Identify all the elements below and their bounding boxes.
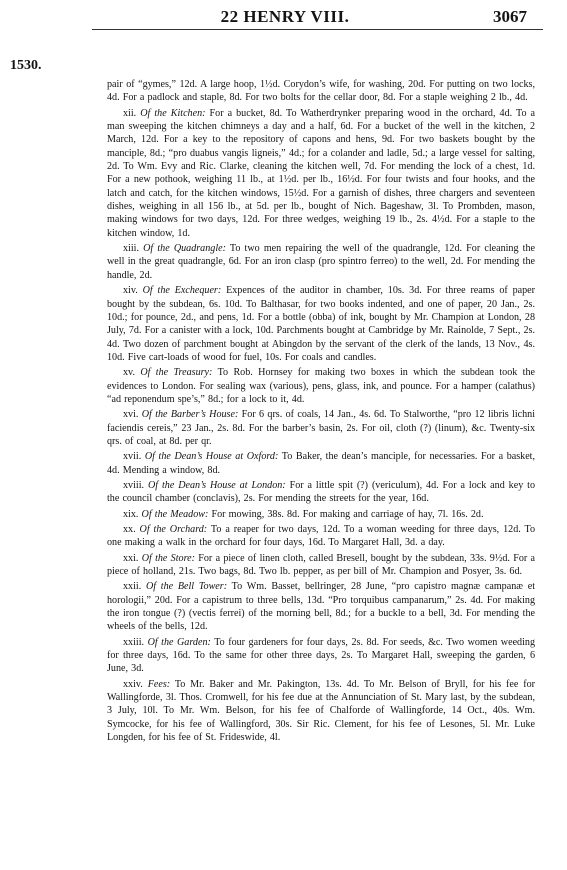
entry-number: xxii. <box>123 581 142 593</box>
entry-heading: Of the Kitchen: <box>140 107 206 119</box>
entry-number: xxi. <box>123 552 139 564</box>
entry-paragraph <box>107 636 535 676</box>
entry-number: xviii. <box>123 479 145 491</box>
entry-paragraph <box>107 508 535 521</box>
entry-text: To two men repairing the well of the quadrangle, 12d. For cleaning the well in the great quadrangle, 6d. For an iron clasp (pro spintro ferreo) to the well, 2d. For mending the handle, 2d. <box>107 243 535 281</box>
entry-text: To four gardeners for four days, 2s. 8d. For seeds, &c. Two women weeding for three days, 16d. To the same for other three days, 2s. To Margaret Hall, sweeping the garden, 6 June, 3d. <box>107 636 536 675</box>
entry-number: xv. <box>123 367 135 379</box>
running-head <box>0 6 567 28</box>
entry-heading: Of the Orchard: <box>139 524 208 535</box>
entry-paragraph <box>107 107 535 240</box>
entry-text: For a piece of linen cloth, called Bresell, bought by the subdean, 33s. 9½d. For a piece of holland, 21s. Two bags, 8d. Two lb. pepper, as per bill of Mr. Champion and Posyer, 3s. 6d. <box>107 552 536 578</box>
entry-heading: Of the Exchequer: <box>142 285 222 297</box>
entry-text: To a reaper for two days, 12d. To a woman weeding for three days, 12d. To one making a walk in the orchard for four days, 16d. To Margaret Hall, 3d. a day. <box>107 524 535 549</box>
entry-text: To Wm. Basset, bellringer, 28 June, “pro capistro magnæ campanæ et horologii,” 20d. For a capistrum to three bells, 13d. “Pro torquibus campanarum,” 2s. 4d. For making the iron tongue (?) (vectis ferrei) of the morning bell, 8d.; for a buckle to a bell, 3d. For mending the wheels of the bells, 12d. <box>107 581 535 633</box>
entry-text: For 6 qrs. of coals, 14 Jan., 4s. 6d. To Stalworthe, “pro 12 libris lichni faciendis cereis,” 23 Jan., 2s. 8d. For the barber’s basin, 2s. For oil, cloth (?) (linum), &c. Twenty-six qrs. of coal, at 8d. per qr. <box>107 409 536 447</box>
entry-paragraph <box>107 552 535 579</box>
entry-text: To Mr. Baker and Mr. Pakington, 13s. 4d. To Mr. Belson of Bryll, for his fee for Wallingforde, 3l. Thos. Cromwell, for his fee due at the Annunciation of St. Mary last, by the subdean, 3 July, 10l. To Mr. Wm. Belson, for his fee of Chalforde of Wallingforde, 14 Oct., 40s. Wm. Symcocke, for his fee of Wallingford, 30s. Sir Ric. Clement, for his fee of Lesones, 5l. Mr. Luke Longden, for his fee of St. Frideswide, 4l. <box>107 678 536 744</box>
entry-heading: Fees: <box>147 678 171 690</box>
document-body <box>107 78 535 747</box>
entry-heading: Of the Dean’s House at London: <box>147 479 286 491</box>
entry-number: xxiv. <box>123 678 143 690</box>
entry-heading: Of the Treasury: <box>140 367 213 379</box>
running-title: 22 HENRY VIII. <box>220 7 350 26</box>
entry-paragraph <box>107 678 535 745</box>
entry-paragraph <box>107 284 535 364</box>
entry-heading: Of the Dean’s House at Oxford: <box>144 451 279 463</box>
entry-heading: Of the Meadow: <box>141 508 209 520</box>
page-number: 3067 <box>493 7 527 26</box>
entry-heading: Of the Garden: <box>147 636 211 648</box>
year-label: 1530. <box>10 58 42 73</box>
entry-paragraph <box>107 366 535 406</box>
entry-number: xvi. <box>123 409 139 421</box>
entry-number: xii. <box>123 107 137 119</box>
entry-number: xxiii. <box>123 636 145 648</box>
entry-text: For mowing, 38s. 8d. For making and carriage of hay, 7l. 16s. 2d. <box>211 508 484 520</box>
entry-heading: Of the Quadrangle: <box>143 243 226 255</box>
entry-text: Expences of the auditor in chamber, 10s. 3d. For three reams of paper bought by the subdean, 6s. 10d. To Balthasar, for two books indented, and one of paper, 20 Jan., 2s. 10d.; for pounce, 2d., and pens, 1d. For a bottle (obba) of ink, bought by Mr. Champion at London, 28 July, 7d. For a canister with a lock, 10d. Parchments bought at Cambridge by Mr. Rainolde, 7 Sept., 2s. 4d. Two dozen of parchment bought at Abingdon by the servant of the clerk of the lands, 13 Nov., 4s. 10d. Five cart-loads of wood for fuel, 10s. For coals and candles. <box>107 285 536 363</box>
entry-text: To Rob. Hornsey for making two boxes in which the subdean took the evidences to London. For sealing wax (various), pens, glass, ink, and pounce. For a hamper (calathus) “ad reponendum spe’s,” 8d.; for a lock to it, 4d. <box>107 367 535 405</box>
entry-paragraph <box>107 450 535 477</box>
header-rule <box>92 29 543 30</box>
entry-number: xiv. <box>123 285 138 297</box>
entry-number: xiii. <box>123 243 139 255</box>
entry-text: To Baker, the dean’s manciple, for necessaries. For a basket, 4d. Mending a window, 8d. <box>107 451 536 476</box>
entry-heading: Of the Store: <box>141 552 195 564</box>
entry-heading: Of the Bell Tower: <box>145 581 228 593</box>
entry-paragraph <box>107 479 535 506</box>
entry-number: xx. <box>123 524 136 535</box>
entry-text: For a bucket, 8d. To Watherdrynker preparing wood in the orchard, 4d. To a man sweeping the kitchen chimneys a day and a half, 6d. For a bucket of the well in the kitchen, 2 March, 12d. For a key to the repository of capons and hens, 9d. For two baskets bought by the manciple, 8d.; “pro duabus vangis ligneis,” 4d.; for a colander and ladle, 5d.; a large vessel for salting, 2d. To Wm. Evy and Ric. Clarke, cleaning the kitchen well, 7d. For mending the lock of a chest, 1d. For a new pothook, weighing 11 lb., at 1½d. per lb., 16½d. For four twists and four hooks, and the latch and catch, for the kitchen windows, 15½d. For a garnish of dishes, three chargers and seventeen dishes, weighing in all 156 lb., at 5d. per lb., bought of Nich. Bageshaw, 3l. To Prombden, mason, making windows for two days, 12d. For three wedges, weighing 19 lb., 2s. 4½d. For a staple to the kitchen window, 1d. <box>107 107 536 239</box>
entry-number: xix. <box>123 508 139 520</box>
entry-number: xvii. <box>123 451 142 463</box>
entry-text: For a little spit (?) (vericulum), 4d. For a lock and key to the council chamber (conclavis), 2s. For mending the streets for the year, 16d. <box>107 479 536 505</box>
entry-text: pair of “gymes,” 12d. A large hoop, 1½d. Corydon’s wife, for washing, 20d. For putting on two locks, 4d. For a padlock and staple, 8d. For two bolts for the cellar door, 8d. For a staple weighing 2 lb., 4d. <box>107 79 535 104</box>
entry-paragraph <box>107 78 535 105</box>
entry-paragraph <box>107 523 535 550</box>
entry-paragraph <box>107 242 535 282</box>
entry-paragraph <box>107 408 535 448</box>
entry-paragraph <box>107 580 535 633</box>
entry-heading: Of the Barber’s House: <box>141 409 239 421</box>
